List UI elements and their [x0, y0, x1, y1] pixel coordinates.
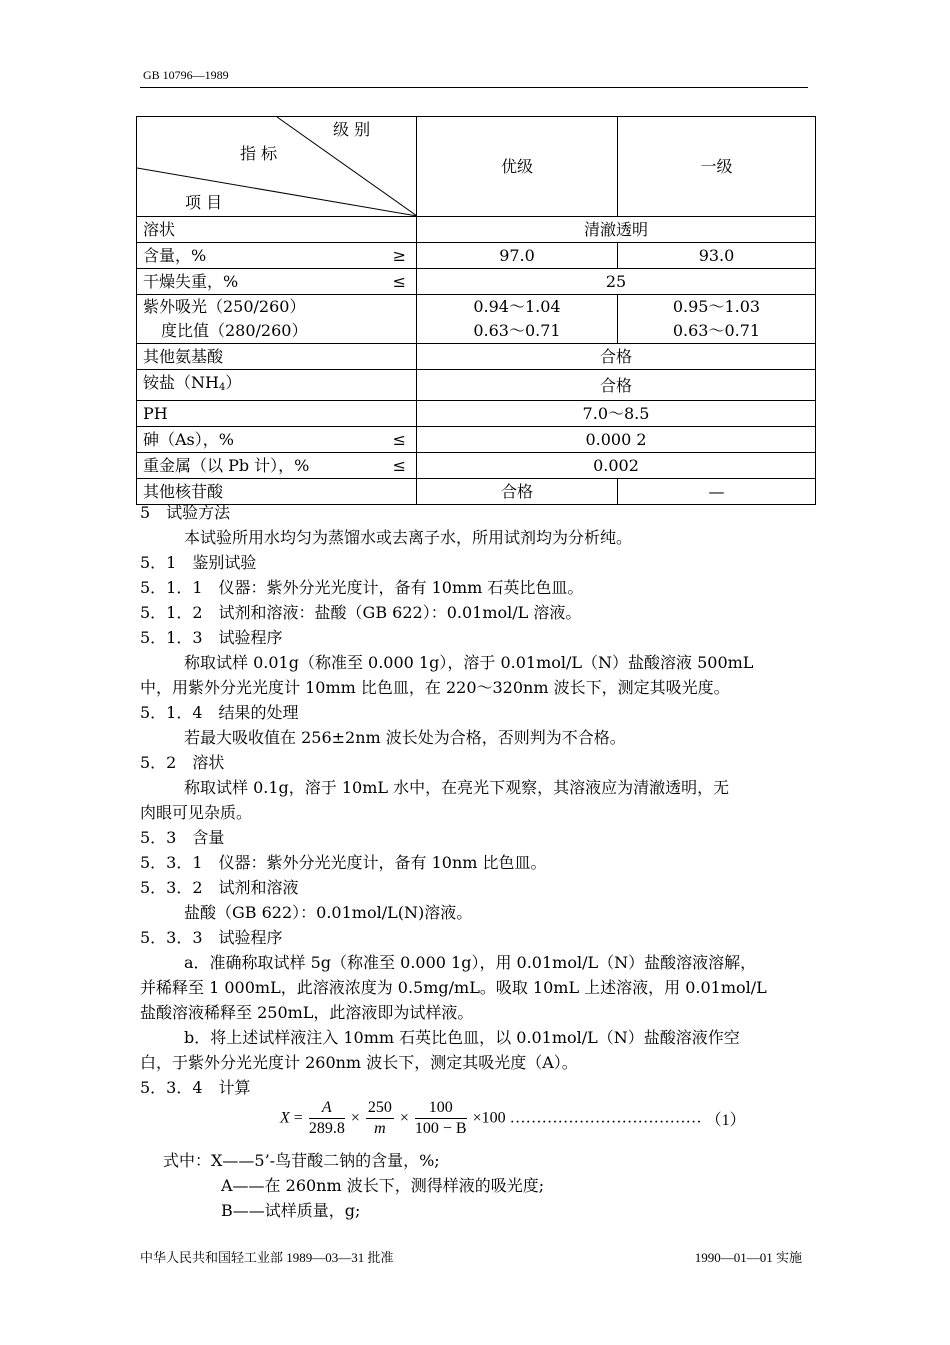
page-footer: [140, 1247, 802, 1266]
clause: 5．1．3 试验程序: [140, 628, 283, 647]
fraction: [415, 1098, 467, 1139]
item-label: 含量，%: [143, 246, 207, 265]
row-value-premium: [417, 295, 618, 344]
row-value-premium: 97.0: [417, 243, 618, 269]
row-item: [137, 427, 417, 453]
fraction: [309, 1098, 345, 1139]
row-item: PH: [137, 401, 417, 427]
leader-dots: ………………………………: [509, 1109, 702, 1127]
row-value-first: —: [618, 479, 816, 505]
row-item: [137, 453, 417, 479]
row-value-first: [618, 295, 816, 344]
legend-line: B——试样质量，g;: [221, 1201, 361, 1220]
equation-number: （1）: [705, 1112, 746, 1129]
table-row: [137, 269, 816, 295]
subscript: 4: [218, 382, 226, 393]
clause: 5．3．3 试验程序: [140, 928, 283, 947]
table-row: [137, 453, 816, 479]
clause: 5．1．2 试剂和溶液：盐酸（GB 622）：0.01mol/L 溶液。: [140, 603, 582, 622]
diagonal-header-cell: [137, 117, 417, 217]
symbol: ≤: [392, 456, 406, 475]
table-row: [137, 401, 816, 427]
item-label: 铵盐（NH: [143, 373, 219, 392]
item-line: 度比值（280/260）: [161, 321, 308, 340]
row-item: 其他氨基酸: [137, 344, 417, 370]
times-sign: ×: [350, 1109, 360, 1127]
row-value-first: 93.0: [618, 243, 816, 269]
corner-label-indicator: 指 标: [240, 144, 278, 163]
times-sign: ×: [399, 1109, 409, 1127]
row-item: [137, 295, 417, 344]
row-value: 0.002: [417, 453, 816, 479]
table-row: [137, 217, 816, 243]
paragraph: 并稀释至 1 000mL，此溶液浓度为 0.5mg/mL。吸取 10mL 上述溶液，用 0.01mol/L: [140, 978, 767, 997]
row-value-premium: 合格: [417, 479, 618, 505]
paragraph: 中，用紫外分光光度计 10mm 比色皿，在 220～320nm 波长下，测定其吸光度。: [140, 678, 730, 697]
section-heading: 5．2 溶状: [140, 753, 225, 772]
row-value: 7.0～8.5: [417, 401, 816, 427]
corner-label-grade: 级 别: [333, 120, 371, 139]
formula-equals: =: [293, 1109, 303, 1127]
col-header-first: 一级: [618, 117, 816, 217]
formula-lhs: X: [280, 1109, 290, 1127]
paragraph: 称取试样 0.1g，溶于 10mL 水中，在亮光下观察，其溶液应为清澈透明，无: [184, 778, 730, 797]
item-label: 干燥失重，%: [143, 272, 239, 291]
diagonal-lines: [137, 117, 417, 216]
item-label: 重金属（以 Pb 计），%: [143, 456, 310, 475]
legend-line: 式中：X——5’-鸟苷酸二钠的含量，%;: [163, 1151, 440, 1170]
formula-1: [280, 1098, 746, 1139]
specification-table: [136, 116, 816, 505]
denominator: 100 − B: [414, 1120, 467, 1137]
legend-line: A——在 260nm 波长下，测得样液的吸光度;: [221, 1176, 545, 1195]
value-line: 0.63～0.71: [672, 321, 761, 340]
paragraph: 盐酸溶液稀释至 250mL，此溶液即为试样液。: [140, 1003, 474, 1022]
header-rule: [140, 87, 808, 88]
col-header-premium: 优级: [417, 117, 618, 217]
item-label: 砷（As），%: [143, 430, 234, 449]
denominator: m: [374, 1120, 386, 1137]
table-row: [137, 243, 816, 269]
item-tail: ）: [225, 373, 242, 392]
row-value: 0.000 2: [417, 427, 816, 453]
section-heading: 5．1 鉴别试验: [140, 553, 257, 572]
paragraph: 肉眼可见杂质。: [140, 803, 253, 822]
numerator: 250: [366, 1098, 394, 1119]
row-value: 清澈透明: [417, 217, 816, 243]
value-line: 0.95～1.03: [672, 297, 761, 316]
row-item: [137, 370, 417, 401]
numerator: 100: [415, 1098, 467, 1119]
paragraph: b．将上述试样液注入 10mm 石英比色皿，以 0.01mol/L（N）盐酸溶液作空: [184, 1028, 740, 1047]
row-value: 25: [417, 269, 816, 295]
paragraph: a．准确称取试样 5g（称准至 0.000 1g），用 0.01mol/L（N）盐酸溶液溶解，: [184, 953, 757, 972]
row-value: 合格: [417, 370, 816, 401]
table-header-row: [137, 117, 816, 217]
symbol: ≤: [392, 272, 406, 291]
clause: 5．3．1 仪器：紫外分光光度计，备有 10nm 比色皿。: [140, 853, 547, 872]
standard-number: GB 10796—1989: [143, 68, 229, 82]
effective-date: 1990—01—01 实施: [694, 1250, 802, 1265]
table-row: [137, 370, 816, 401]
value-line: 0.94～1.04: [473, 297, 561, 316]
denominator: 289.8: [308, 1120, 345, 1137]
row-value: 合格: [417, 344, 816, 370]
table-row: [137, 427, 816, 453]
symbol: ≥: [392, 246, 406, 265]
row-item: 其他核苷酸: [137, 479, 417, 505]
table-row: [137, 344, 816, 370]
item-line: 紫外吸光（250/260）: [143, 297, 306, 316]
corner-label-item: 项 目: [185, 193, 223, 212]
table-row: [137, 295, 816, 344]
row-item: 溶状: [137, 217, 417, 243]
row-item: [137, 243, 417, 269]
formula-legend: [163, 1148, 544, 1223]
paragraph: 本试验所用水均匀为蒸馏水或去离子水，所用试剂均为分析纯。: [184, 528, 633, 547]
paragraph: 若最大吸收值在 256±2nm 波长处为合格，否则判为不合格。: [184, 728, 626, 747]
paragraph: 白，于紫外分光光度计 260nm 波长下，测定其吸光度（A）。: [140, 1053, 578, 1072]
formula-tail: ×100: [472, 1109, 506, 1127]
paragraph: 盐酸（GB 622）：0.01mol/L(N)溶液。: [184, 903, 473, 922]
row-item: [137, 269, 417, 295]
section-heading: 5 试验方法: [140, 503, 231, 522]
section-heading: 5．3 含量: [140, 828, 225, 847]
fraction: [366, 1098, 394, 1139]
clause: 5．1．4 结果的处理: [140, 703, 299, 722]
paragraph: 称取试样 0.01g（称准至 0.000 1g），溶于 0.01mol/L（N）盐酸溶液 500mL: [184, 653, 754, 672]
numerator: A: [309, 1098, 345, 1119]
symbol: ≤: [392, 430, 406, 449]
document-body: [140, 500, 812, 1100]
clause: 5．1．1 仪器：紫外分光光度计，备有 10mm 石英比色皿。: [140, 578, 584, 597]
approval-date: 中华人民共和国轻工业部 1989—03—31 批准: [140, 1250, 394, 1265]
clause: 5．3．4 计算: [140, 1078, 251, 1097]
clause: 5．3．2 试剂和溶液: [140, 878, 299, 897]
value-line: 0.63～0.71: [473, 321, 561, 340]
